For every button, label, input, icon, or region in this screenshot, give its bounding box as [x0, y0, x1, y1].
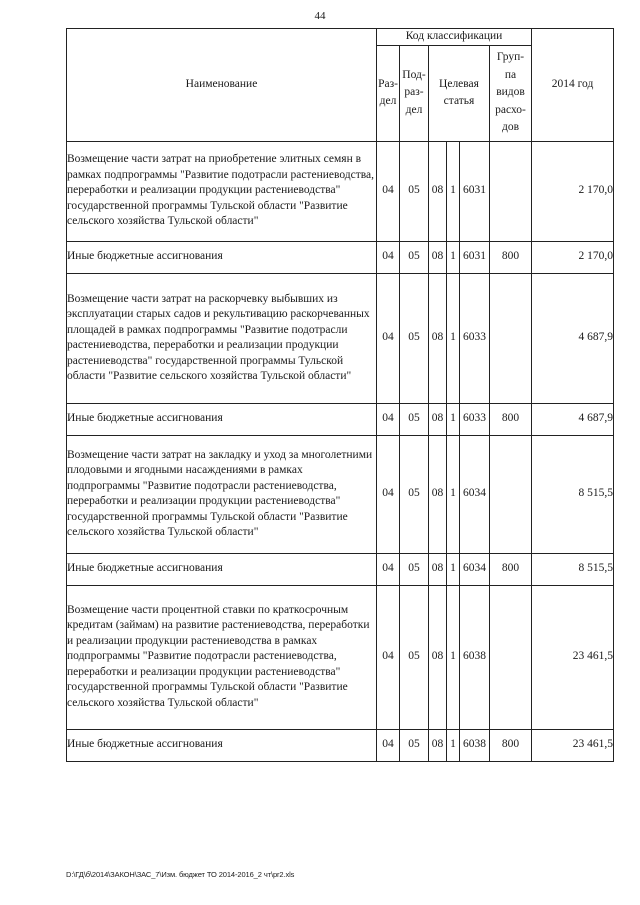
row-expense-group	[490, 585, 532, 729]
row-name: Возмещение части затрат на раскорчевку выбывших из эксплуатации старых садов и рекультивацию раскорчеванных площадей в рамках подпрограммы "Развитие подотрасли растениеводства, переработки и реализации продукции растениеводства" государственной программы Тульской области "Развитие сельского хозяйства Тульской области"	[67, 273, 377, 403]
table-row	[67, 729, 614, 761]
row-amount: 2 170,0	[532, 141, 614, 241]
row-subsection: 05	[400, 553, 429, 585]
row-article-part1: 08	[429, 585, 447, 729]
row-name: Возмещение части затрат на приобретение элитных семян в рамках подпрограммы "Развитие подотрасли растениеводства, переработки и реализации продукции растениеводства" государственной программы Тульской области "Развитие сельского хозяйства Тульской области"	[67, 141, 377, 241]
row-expense-group: 800	[490, 241, 532, 273]
row-article-part1: 08	[429, 435, 447, 553]
row-section: 04	[377, 729, 400, 761]
row-name: Иные бюджетные ассигнования	[67, 729, 377, 761]
row-article-part3: 6033	[460, 273, 490, 403]
row-section: 04	[377, 585, 400, 729]
row-subsection: 05	[400, 435, 429, 553]
row-section: 04	[377, 435, 400, 553]
row-article-part1: 08	[429, 273, 447, 403]
table-row	[67, 141, 614, 241]
row-article-part3: 6031	[460, 141, 490, 241]
row-name: Возмещение части затрат на закладку и уход за многолетними плодовыми и ягодными насаждениями в рамках подпрограммы "Развитие подотрасли растениеводства, переработки и реализации продукции растениеводства" государственной программы Тульской области "Развитие сельского хозяйства Тульской области"	[67, 435, 377, 553]
row-amount: 8 515,5	[532, 435, 614, 553]
row-amount: 8 515,5	[532, 553, 614, 585]
header-section	[377, 45, 400, 141]
header-target-article-label: Целевая статья	[439, 77, 479, 107]
row-section: 04	[377, 403, 400, 435]
footer-file-path: D:\ГД\б\2014\ЗАКОН\ЗАС_7\Изм. бюджет ТО 2014-2016_2 чт\pr2.xls	[66, 870, 295, 879]
table-row	[67, 273, 614, 403]
row-name: Возмещение части процентной ставки по краткосрочным кредитам (займам) на развитие растениеводства, переработки и реализации продукции растениеводства в рамках подпрограммы "Развитие подотрасли растениеводства, переработки и реализации продукции растениеводства" государственной программы Тульской области "Развитие сельского хозяйства Тульской области"	[67, 585, 377, 729]
row-article-part1: 08	[429, 553, 447, 585]
header-classification-code: Код классификации	[377, 29, 532, 46]
row-article-part1: 08	[429, 403, 447, 435]
row-expense-group: 800	[490, 729, 532, 761]
row-article-part2: 1	[447, 273, 460, 403]
table-row	[67, 435, 614, 553]
page-number: 44	[314, 10, 326, 22]
row-article-part3: 6038	[460, 729, 490, 761]
row-article-part3: 6033	[460, 403, 490, 435]
row-amount: 4 687,9	[532, 273, 614, 403]
header-name: Наименование	[67, 29, 377, 142]
row-amount: 23 461,5	[532, 729, 614, 761]
row-amount: 23 461,5	[532, 585, 614, 729]
row-expense-group	[490, 141, 532, 241]
row-article-part1: 08	[429, 729, 447, 761]
row-name: Иные бюджетные ассигнования	[67, 241, 377, 273]
row-article-part2: 1	[447, 241, 460, 273]
table-row	[67, 241, 614, 273]
row-amount: 2 170,0	[532, 241, 614, 273]
row-expense-group	[490, 273, 532, 403]
row-name: Иные бюджетные ассигнования	[67, 403, 377, 435]
budget-table	[66, 28, 614, 762]
row-article-part2: 1	[447, 553, 460, 585]
header-target-article	[429, 45, 490, 141]
row-article-part1: 08	[429, 141, 447, 241]
header-section-label: Раз- дел	[378, 77, 398, 107]
header-subsection-label: Под- раз- дел	[402, 68, 426, 116]
row-subsection: 05	[400, 273, 429, 403]
row-subsection: 05	[400, 403, 429, 435]
row-subsection: 05	[400, 141, 429, 241]
row-section: 04	[377, 273, 400, 403]
row-article-part1: 08	[429, 241, 447, 273]
header-subsection	[400, 45, 429, 141]
row-article-part2: 1	[447, 435, 460, 553]
header-year: 2014 год	[532, 29, 614, 142]
row-expense-group: 800	[490, 553, 532, 585]
row-article-part2: 1	[447, 403, 460, 435]
row-name: Иные бюджетные ассигнования	[67, 553, 377, 585]
row-article-part3: 6038	[460, 585, 490, 729]
row-section: 04	[377, 553, 400, 585]
header-expense-group-label: Груп- па видов расхо- дов	[495, 51, 526, 134]
table-row	[67, 553, 614, 585]
row-expense-group: 800	[490, 403, 532, 435]
table-row	[67, 403, 614, 435]
row-subsection: 05	[400, 729, 429, 761]
row-subsection: 05	[400, 241, 429, 273]
row-article-part3: 6034	[460, 435, 490, 553]
row-article-part2: 1	[447, 729, 460, 761]
row-section: 04	[377, 141, 400, 241]
row-subsection: 05	[400, 585, 429, 729]
row-article-part2: 1	[447, 585, 460, 729]
header-expense-group	[490, 45, 532, 141]
row-article-part3: 6031	[460, 241, 490, 273]
table-row	[67, 585, 614, 729]
row-amount: 4 687,9	[532, 403, 614, 435]
row-article-part2: 1	[447, 141, 460, 241]
row-expense-group	[490, 435, 532, 553]
row-section: 04	[377, 241, 400, 273]
row-article-part3: 6034	[460, 553, 490, 585]
